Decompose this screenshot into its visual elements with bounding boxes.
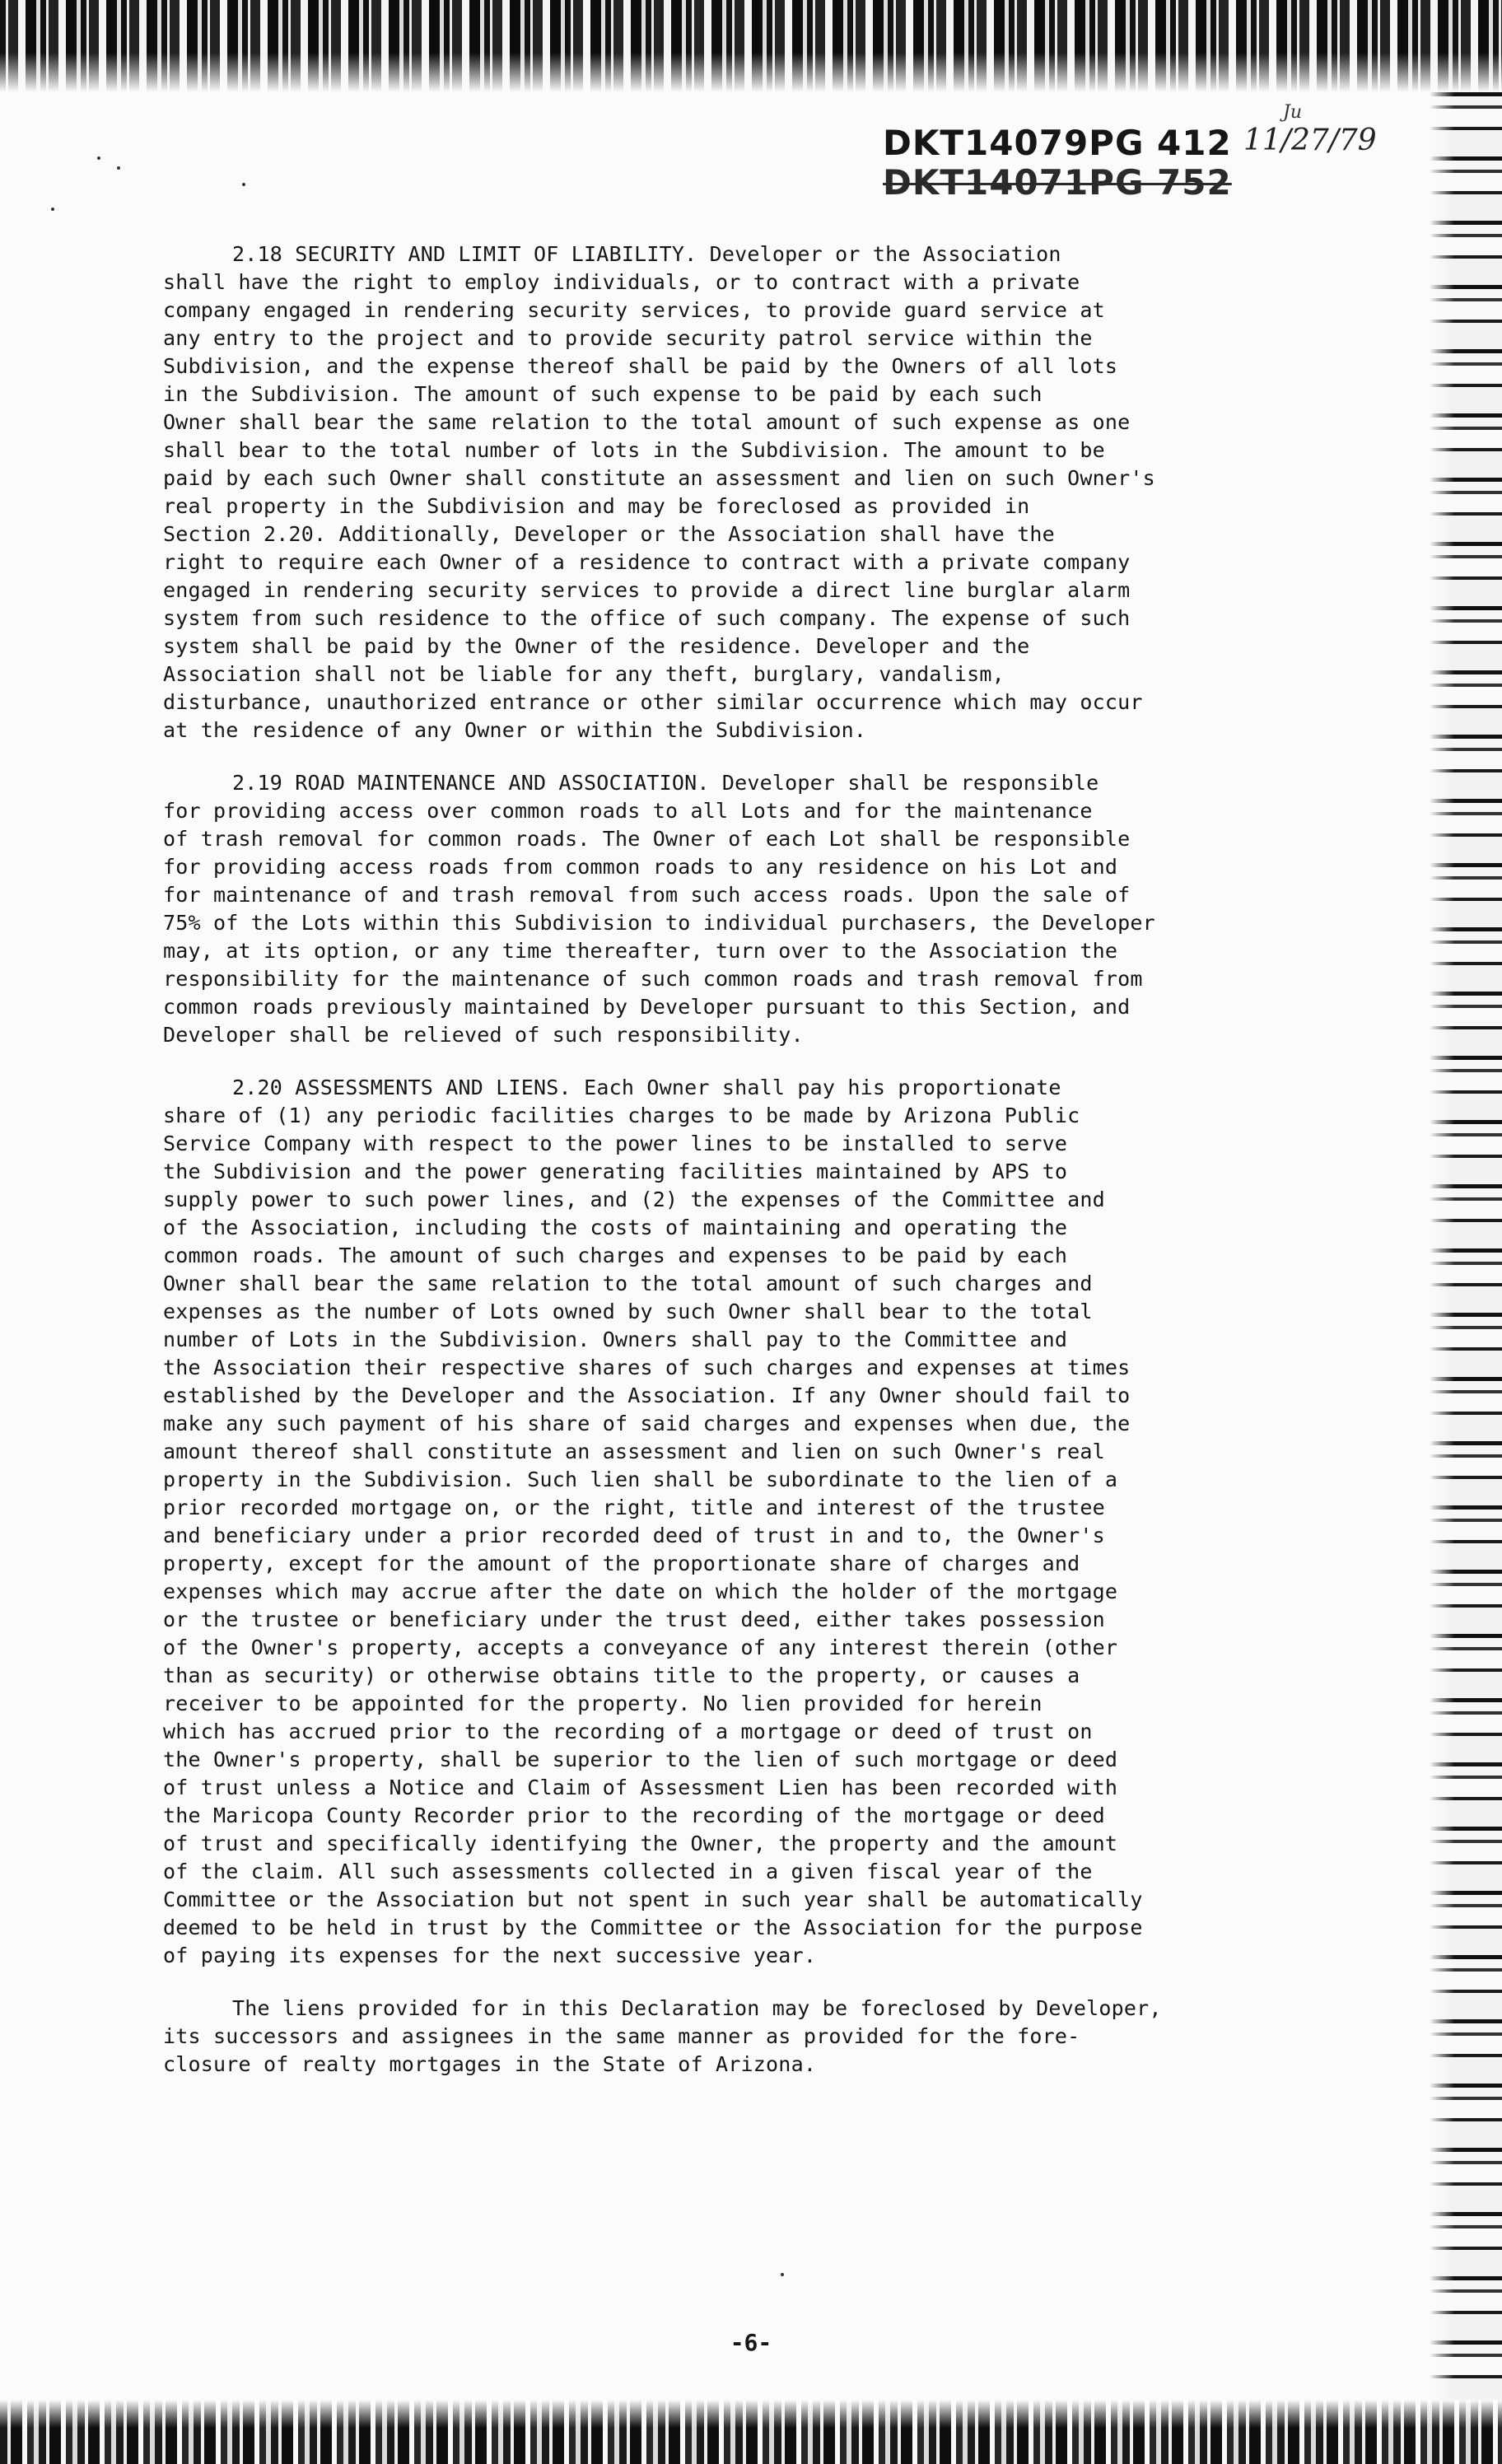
section-text: Developer shall be responsible for providing access over common roads to all Lots and for the maintenance of trash removal for common roads. The Owner of each Lot shall be responsible for providing access roads from common roads to any residence on his Lot and for maintenance of and trash removal from such access roads. Upon the sale of 75% of the Lots within this Subdivision to individual purchasers, the Developer may, at its option, or any time thereafter, turn over to the Association the responsibility for the maintenance of such common roads and trash removal from common roads previously maintained by Developer pursuant to this Section, and Developer shall be relieved of such responsibility. xyxy=(163,771,1155,1047)
section-heading: SECURITY AND LIMIT OF LIABILITY. xyxy=(295,242,697,266)
handwritten-date: 11/27/79 xyxy=(1243,124,1377,157)
section-heading: ROAD MAINTENANCE AND ASSOCIATION. xyxy=(295,771,710,795)
section-text: Developer or the Association shall have the right to employ individuals, or to contract with a private company engaged in rendering security services, to provide guard service at any entry to the project and to provide security patrol service within the Subdivision, and the expense thereof shall be paid by the Owners of all lots in the Subdivision. The amount of such expense to be paid by each such Owner shall bear the same relation to the total amount of such expense as one shall bear to the total number of lots in the Subdivision. The amount to be paid by each such Owner shall constitute an assessment and lien on such Owner's real property in the Subdivision and may be foreclosed as provided in Section 2.20. Additionally, Developer or the Association shall have the right to require each Owner of a residence to contract with a private company engaged in rendering security services to provide a direct line burglar alarm system from such residence to the office of such company. The expense of such system shall be paid by the Owner of the residence. Developer and the Association shall not be liable for any theft, burglary, vandalism, disturbance, unauthorized entrance or other similar occurrence which may occur at the residence of any Owner or within the Subdivision. xyxy=(163,242,1155,742)
section-2-18 xyxy=(163,240,1258,744)
scan-speck xyxy=(781,2273,784,2276)
section-2-19 xyxy=(163,769,1258,1049)
section-heading: ASSESSMENTS AND LIENS. xyxy=(295,1076,571,1099)
handwritten-initials: Ju xyxy=(1283,102,1302,123)
document-body xyxy=(163,240,1258,2103)
scan-speck xyxy=(242,183,245,186)
section-number: 2.18 xyxy=(232,242,283,266)
closing-paragraph xyxy=(163,1995,1258,2079)
scan-edge-right xyxy=(1430,92,1502,2406)
scan-speck xyxy=(51,208,54,211)
scan-edge-top xyxy=(0,0,1502,92)
recording-book-page-struck: DKT14071PG 752 xyxy=(883,162,1232,203)
recording-stamp xyxy=(883,123,1232,203)
page-number: -6- xyxy=(730,2329,772,2356)
recording-book-page: DKT14079PG 412 xyxy=(883,123,1232,163)
section-number: 2.20 xyxy=(232,1076,283,1099)
section-text: Each Owner shall pay his proportionate share of (1) any periodic facilities charges to be made by Arizona Public Service Company with respect to the power lines to be installed to serve the Subdivision and the power generating facilities maintained by APS to supply power to such power lines, and (2) the expenses of the Committee and of the Association, including the costs of maintaining and operating the common roads. The amount of such charges and expenses to be paid by each Owner shall bear the same relation to the total amount of such charges and expenses as the number of Lots owned by such Owner shall bear to the total number of Lots in the Subdivision. Owners shall pay to the Committee and the Association their respective shares of such charges and expenses at times established by the Developer and the Association. If any Owner should fail to make any such payment of his share of said charges and expenses when due, the amount thereof shall constitute an assessment and lien on such Owner's real property in the Subdivision. Such lien shall be subordinate to the lien of a prior recorded mortgage on, or the right, title and interest of the trustee and beneficiary under a prior recorded deed of trust in and to, the Owner's property, except for the amount of the proportionate share of charges and expenses which may accrue after the date on which the holder of the mortgage or the trustee or beneficiary under the trust deed, either takes possession of the Owner's property, accepts a conveyance of any interest therein (other than as security) or otherwise obtains title to the property, or causes a receiver to be appointed for the property. No lien provided for herein which has accrued prior to the recording of a mortgage or deed of trust on the Owner's property, shall be superior to the lien of such mortgage or deed of trust unless a Notice and Claim of Assessment Lien has been recorded with the Maricopa County Recorder prior to the recording of the mortgage or deed of trust and specifically identifying the Owner, the property and the amount of the claim. All such assessments collected in a given fiscal year of the Committee or the Association but not spent in such year shall be automatically deemed to be held in trust by the Committee or the Association for the purpose of paying its expenses for the next successive year. xyxy=(163,1076,1143,1967)
scan-edge-bottom xyxy=(0,2400,1502,2464)
section-2-20 xyxy=(163,1074,1258,1970)
scan-speck xyxy=(97,156,100,160)
section-text: The liens provided for in this Declaration may be foreclosed by Developer, its successors and assignees in the same manner as provided for the fore- closure of realty mortgages in the State of Arizona. xyxy=(163,1996,1162,2076)
scan-speck xyxy=(117,166,120,170)
section-number: 2.19 xyxy=(232,771,283,795)
